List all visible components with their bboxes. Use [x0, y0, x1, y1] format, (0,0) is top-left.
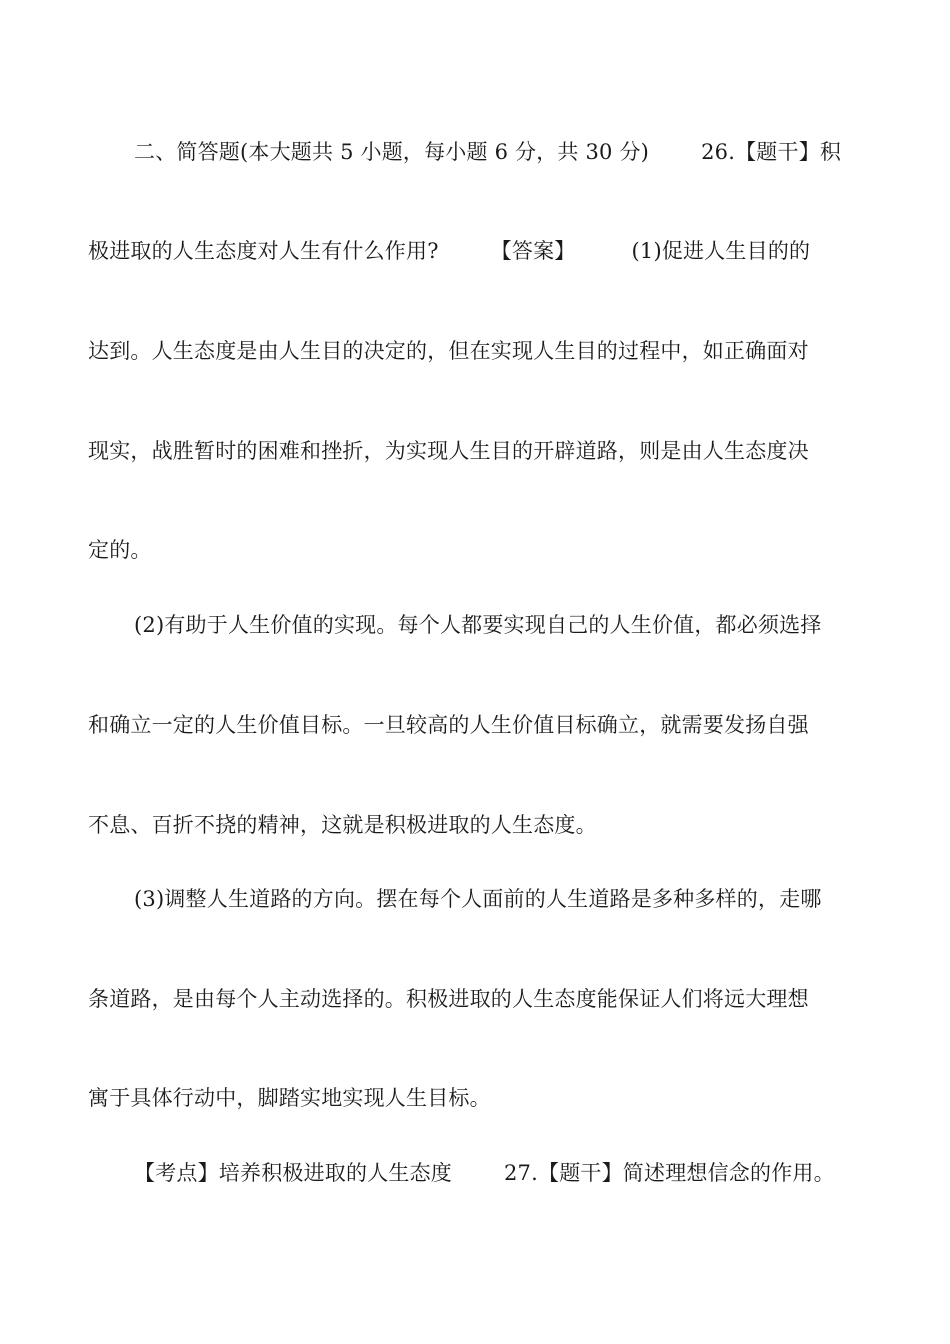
text-line-5: 定的。 — [88, 538, 152, 562]
answer-tag: 【答案】 — [490, 239, 576, 263]
text-line-3: 达到。人生态度是由人生目的决定的，但在实现人生目的过程中，如正确面对 — [88, 339, 809, 363]
kaodian-label: 【考点】培养积极进取的人生态度 — [134, 1161, 452, 1185]
text-line-1 — [134, 137, 914, 167]
text-line-2 — [88, 236, 868, 266]
question-26-stem: 极进取的人生态度对人生有什么作用? — [88, 239, 439, 263]
text-line-11: 寓于具体行动中，脚踏实地实现人生目标。 — [88, 1086, 491, 1110]
text-line-10: 条道路，是由每个人主动选择的。积极进取的人生态度能保证人们将远大理想 — [88, 987, 809, 1011]
text-line-12 — [134, 1158, 914, 1188]
section-heading: 二、简答题(本大题共 5 小题，每小题 6 分，共 30 分) — [134, 140, 650, 164]
text-line-9: (3)调整人生道路的方向。摆在每个人面前的人生道路是多种多样的，走哪 — [134, 887, 822, 911]
text-line-6: (2)有助于人生价值的实现。每个人都要实现自己的人生价值，都必须选择 — [134, 613, 822, 637]
question-27: 27.【题干】简述理想信念的作用。 — [504, 1161, 835, 1185]
text-line-4: 现实，战胜暂时的困难和挫折，为实现人生目的开辟道路，则是由人生态度决 — [88, 439, 809, 463]
text-line-7: 和确立一定的人生价值目标。一旦较高的人生价值目标确立，就需要发扬自强 — [88, 713, 809, 737]
answer-point-1-start: (1)促进人生目的的 — [631, 239, 811, 263]
text-line-8: 不息、百折不挠的精神，这就是积极进取的人生态度。 — [88, 813, 597, 837]
question-26-prefix: 26.【题干】积 — [701, 140, 842, 164]
